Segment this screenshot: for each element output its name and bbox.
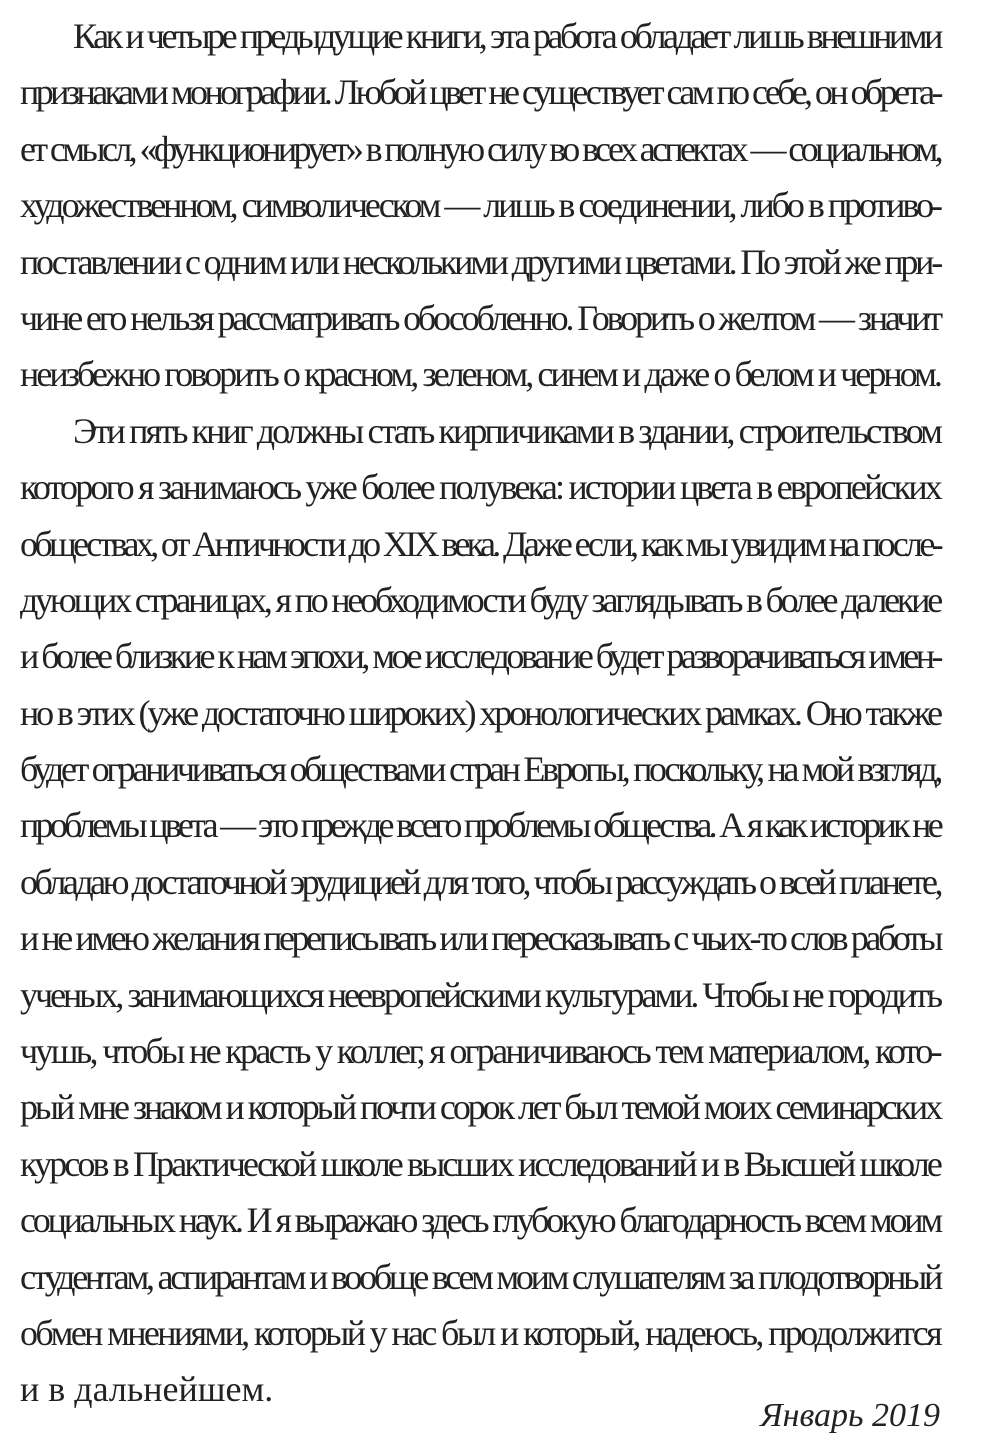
text-line: курсов в Практической школе высших исследований и в Высшей школе: [20, 1143, 940, 1184]
text-line: студентам, аспирантам и вообще всем моим слушателям за плодотворный: [20, 1256, 940, 1297]
text-line: Эти пять книг должны стать кирпичиками в здании, строительством: [73, 410, 940, 451]
text-line: обмен мнениями, который у нас был и который, надеюсь, продолжится: [20, 1312, 940, 1353]
text-line: и не имею желания переписывать или пересказывать с чьих-то слов работы: [20, 918, 940, 959]
text-line: неизбежно говорить о красном, зеленом, синем и даже о белом и черном.: [20, 354, 940, 395]
signature-date: Январь 2019: [760, 1397, 940, 1434]
text-line: и в дальнейшем.: [20, 1369, 274, 1410]
text-line: обществах, от Античности до XIX века. Даже если, как мы увидим на после-: [20, 523, 940, 564]
text-line: чушь, чтобы не красть у коллег, я ограничиваюсь тем материалом, кото-: [20, 1031, 940, 1072]
text-line: признаками монографии. Любой цвет не существует сам по себе, он обрета-: [20, 72, 940, 113]
text-line: художественном, символическом — лишь в соединении, либо в противо-: [20, 185, 940, 226]
text-line: которого я занимаюсь уже более полувека: истории цвета в европейских: [20, 467, 940, 508]
text-line: ученых, занимающихся неевропейскими культурами. Чтобы не городить: [20, 974, 940, 1015]
text-line: чине его нельзя рассматривать обособленно. Говорить о желтом — значит: [20, 297, 940, 338]
text-line: дующих страницах, я по необходимости буду заглядывать в более далекие: [20, 579, 940, 620]
text-line: и более близкие к нам эпохи, мое исследование будет разворачиваться имен-: [20, 636, 940, 677]
text-line: обладаю достаточной эрудицией для того, чтобы рассуждать о всей планете,: [20, 861, 941, 902]
text-line: будет ограничиваться обществами стран Европы, поскольку, на мой взгляд,: [20, 749, 940, 790]
paragraph-2: [20, 403, 940, 1418]
text-line: ет смысл, «функционирует» в полную силу во всех аспектах — социальном,: [20, 128, 940, 169]
text-line: Как и четыре предыдущие книги, эта работа обладает лишь внешними: [73, 16, 940, 56]
paragraph-1: [20, 8, 940, 403]
text-line: поставлении с одним или несколькими другими цветами. По этой же при-: [20, 241, 940, 282]
text-line: рый мне знаком и который почти сорок лет был темой моих семинарских: [20, 1087, 940, 1128]
text-line: но в этих (уже достаточно широких) хронологических рамках. Оно также: [20, 692, 940, 733]
text-line: социальных наук. И я выражаю здесь глубокую благодарность всем моим: [20, 1200, 940, 1241]
page-body: [20, 8, 940, 1418]
text-line: проблемы цвета — это прежде всего проблемы общества. А я как историк не: [20, 805, 940, 846]
